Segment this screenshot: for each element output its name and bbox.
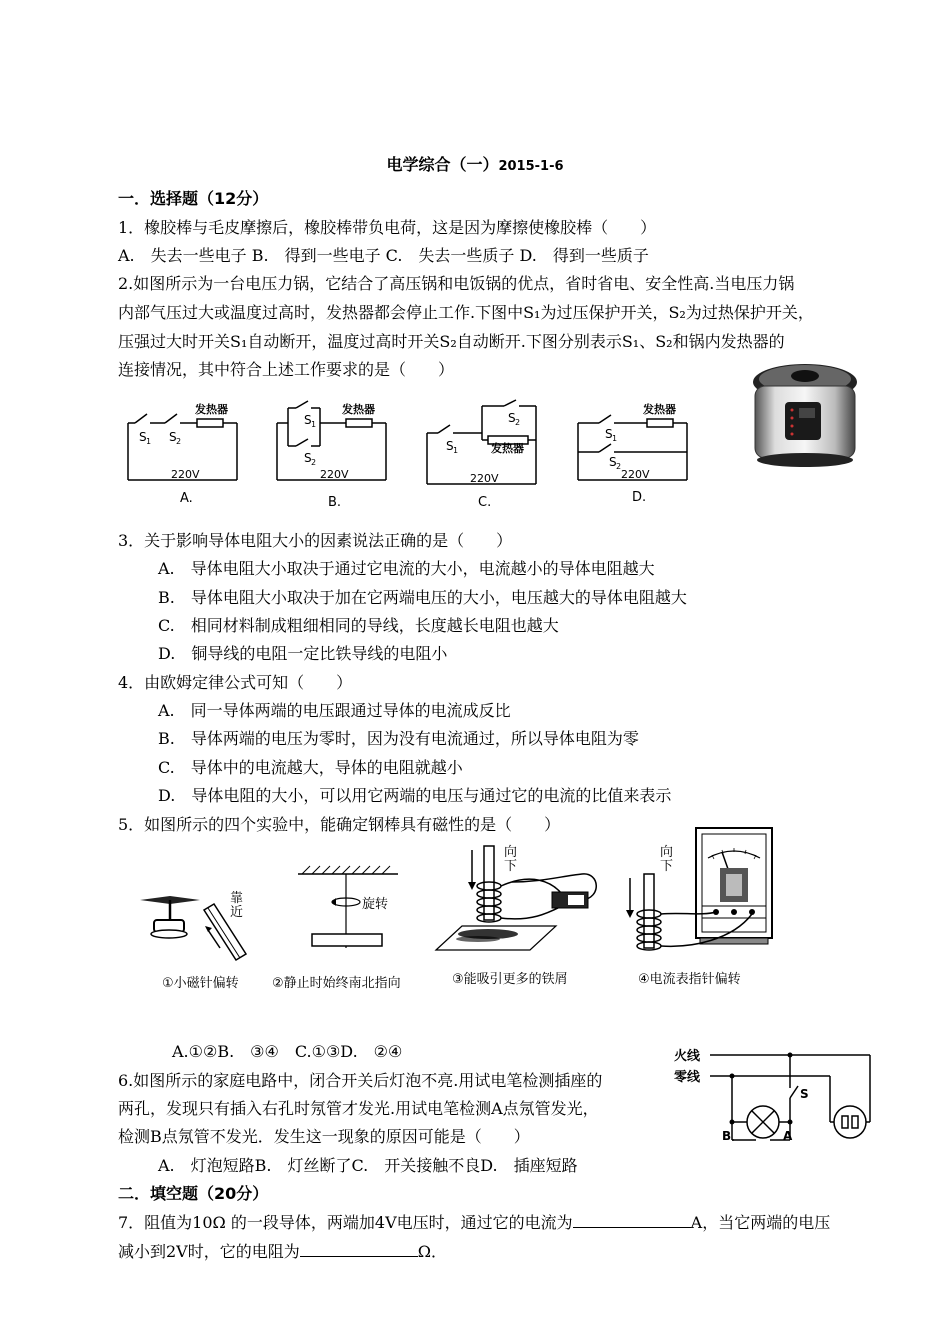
question-3-option-d: D. 铜导线的电阻一定比铁导线的电阻小: [158, 644, 448, 663]
question-3-stem: 3．关于影响导体电阻大小的因素说法正确的是（ ）: [118, 531, 513, 550]
svg-text:1: 1: [146, 437, 152, 446]
svg-text:S: S: [446, 439, 454, 453]
question-7-line-1: 7．阻值为10Ω 的一段导体，两端加4V电压时，通过它的电流为 A，当它两端的电压: [118, 1213, 831, 1232]
circuit-label-c: C.: [478, 495, 492, 510]
circuit-label-d: D.: [632, 490, 647, 505]
svg-text:S: S: [508, 411, 516, 425]
svg-text:2: 2: [311, 458, 317, 467]
svg-text:发热器: 发热器: [643, 403, 676, 416]
question-2-line-1: 2.如图所示为一台电压力锅，它结合了高压锅和电饭锅的优点，省时省电、安全性高.当电压力锅: [118, 274, 795, 293]
point-a-label: A: [783, 1129, 793, 1143]
question-6-line-1: 6.如图所示的家庭电路中，闭合开关后灯泡不亮.用试电笔检测插座的: [118, 1071, 603, 1090]
question-1-stem: 1．橡胶棒与毛皮摩擦后，橡胶棒带负电荷，这是因为摩擦使橡胶棒（ ）: [118, 218, 657, 237]
experiment-2-caption: ②静止时始终南北指向: [272, 976, 401, 991]
switch-s-label: S: [800, 1087, 809, 1101]
pressure-cooker-image: [745, 352, 865, 472]
section-choice-heading: 一．选择题（12分）: [118, 189, 269, 208]
svg-text:S: S: [609, 455, 617, 469]
title-date: 2015-1-6: [498, 159, 564, 174]
question-3-option-b: B. 导体电阻大小取决于加在它两端电压的大小，电压越大的导体电阻越大: [158, 588, 687, 607]
down-label-4: 向下: [660, 845, 674, 874]
answer-blank-current[interactable]: [573, 1211, 691, 1228]
svg-text:S: S: [304, 451, 312, 465]
question-4-stem: 4．由欧姆定律公式可知（ ）: [118, 673, 353, 692]
voltage-label: 220V: [171, 468, 200, 481]
circuit-diagram-d: [575, 398, 695, 488]
svg-text:S: S: [169, 430, 177, 444]
svg-text:S: S: [304, 413, 312, 427]
point-b-label: B: [722, 1129, 732, 1143]
experiment-1-caption: ①小磁针偏转: [162, 976, 239, 991]
question-6-options: A. 灯泡短路B. 灯丝断了C. 开关接触不良D. 插座短路: [158, 1156, 578, 1175]
svg-text:发热器: 发热器: [342, 403, 375, 416]
question-2-line-4: 连接情况，其中符合上述工作要求的是（ ）: [118, 360, 455, 379]
circuit-diagram-c: [424, 398, 544, 488]
neutral-wire-label: 零线: [674, 1070, 701, 1085]
svg-text:1: 1: [453, 446, 459, 455]
svg-text:发热器: 发热器: [491, 442, 524, 455]
circuit-label-a: A.: [180, 491, 193, 506]
circuit-label-b: B.: [328, 495, 342, 510]
section-fill-heading: 二．填空题（20分）: [118, 1184, 269, 1203]
answer-blank-resistance[interactable]: [300, 1240, 418, 1257]
question-7-line-2: 减小到2V时，它的电阻为 Ω．: [118, 1242, 448, 1261]
svg-text:220V: 220V: [470, 472, 499, 485]
experiment-4-caption: ④电流表指针偏转: [638, 972, 741, 987]
svg-text:2: 2: [616, 462, 622, 471]
page-title: 电学综合（一）2015-1-6: [386, 155, 564, 174]
question-6-line-2: 两孔，发现只有插入右孔时氖管才发光.用试电笔检测A点氖管发光，: [118, 1099, 599, 1118]
svg-text:1: 1: [612, 434, 618, 443]
live-wire-label: 火线: [674, 1049, 701, 1064]
question-5-options: A.①②B. ③④ C.①③D. ②④: [172, 1042, 403, 1061]
svg-text:1: 1: [311, 420, 317, 429]
experiment-4-galvanometer: [622, 822, 777, 962]
question-3-option-a: A. 导体电阻大小取决于通过它电流的大小，电流越小的导体电阻越大: [158, 559, 655, 578]
question-4-option-d: D. 导体电阻的大小，可以用它两端的电压与通过它的电流的比值来表示: [158, 786, 672, 805]
svg-text:2: 2: [176, 437, 182, 446]
question-4-option-a: A. 同一导体两端的电压跟通过导体的电流成反比: [158, 701, 511, 720]
switch-label: S: [139, 430, 147, 444]
household-circuit-diagram: [670, 1040, 885, 1150]
down-label-3: 向下: [504, 845, 518, 874]
question-5-stem: 5．如图所示的四个实验中，能确定钢棒具有磁性的是（ ）: [118, 815, 561, 834]
near-label: 靠近: [230, 891, 244, 920]
question-3-option-c: C. 相同材料制成粗细相同的导线，长度越长电阻也越大: [158, 616, 559, 635]
question-4-option-c: C. 导体中的电流越大，导体的电阻就越小: [158, 758, 463, 777]
experiment-3-iron-filings: [432, 842, 607, 957]
question-1-options: A. 失去一些电子 B. 得到一些电子 C. 失去一些质子 D. 得到一些质子: [118, 246, 649, 265]
circuit-diagram-a: [125, 398, 245, 488]
circuit-diagram-b: [274, 398, 394, 488]
question-2-line-3: 压强过大时开关S₁自动断开，温度过高时开关S₂自动断开.下图分别表示S₁、S₂和锅内发热器的: [118, 332, 785, 351]
svg-text:220V: 220V: [320, 468, 349, 481]
svg-text:2: 2: [515, 418, 521, 427]
experiment-2-suspended-bar: [288, 862, 408, 962]
heater-label: 发热器: [195, 403, 228, 416]
question-6-line-3: 检测B点氖管不发光．发生这一现象的原因可能是（ ）: [118, 1127, 530, 1146]
question-2-line-2: 内部气压过大或温度过高时，发热器都会停止工作.下图中S₁为过压保护开关，S₂为过热保护开关，: [118, 303, 814, 322]
rotate-label: 旋转: [362, 897, 389, 912]
question-4-option-b: B. 导体两端的电压为零时，因为没有电流通过，所以导体电阻为零: [158, 729, 639, 748]
svg-text:220V: 220V: [621, 468, 650, 481]
svg-text:S: S: [605, 427, 613, 441]
experiment-3-caption: ③能吸引更多的铁屑: [452, 972, 568, 987]
